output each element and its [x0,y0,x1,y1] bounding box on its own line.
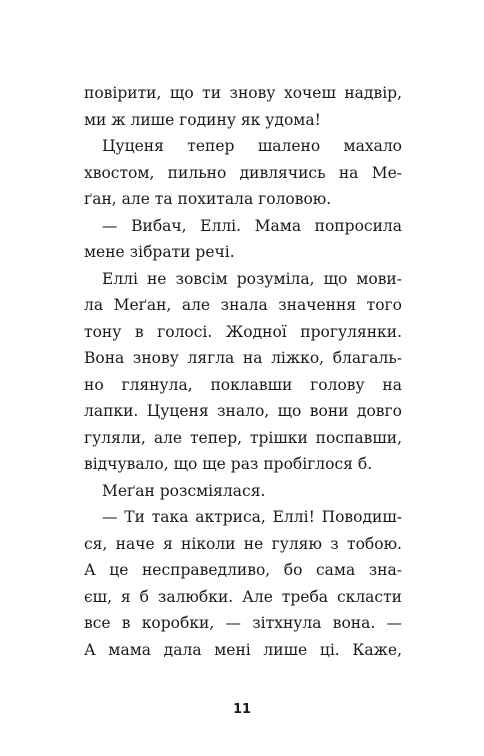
text-line: єш, я б залюбки. Але треба скласти [84,587,402,606]
text-line: но глянула, поклавши голову на [84,375,402,394]
text-line: відчувало, що ще раз пробіглося б. [84,455,373,473]
text-line: хвостом, пильно дивлячись на Ме- [84,163,402,182]
text-line: гуляли, але тепер, трішки поспавши, [84,428,402,447]
text-line: ся, наче я ніколи не гуляю з тобою. [84,534,402,553]
text-line: Меґан розсміялася. [102,481,266,500]
page-number: 11 [232,702,252,717]
text-line: лапки. Цуценя знало, що вони довго [84,402,402,420]
text-line: Цуценя тепер шалено махало [102,137,402,155]
text-line: Еллі не зовсім розуміла, що мови- [102,269,402,288]
text-line: Вона знову лягла на ліжко, благаль- [84,349,402,367]
text-line: ла Меґан, але знала значення того [84,296,402,314]
text-line: — Ти така актриса, Еллі! Поводиш- [102,508,402,526]
text-line: тону в голосі. Жодної прогулянки. [84,322,402,341]
text-line: А це несправедливо, бо сама зна- [84,561,402,579]
body-text [84,80,402,663]
text-line: А мама дала мені лише ці. Каже, [84,640,402,659]
text-line: ми ж лише годину як удома! [84,110,321,129]
text-line: все в коробки, — зітхнула вона. — [84,614,402,632]
text-line: мене зібрати речі. [84,243,235,261]
text-line: повірити, що ти знову хочеш надвір, [84,84,402,102]
text-line: ґан, але та похитала головою. [84,190,332,208]
text-line: — Вибач, Еллі. Мама попросила [102,216,402,235]
